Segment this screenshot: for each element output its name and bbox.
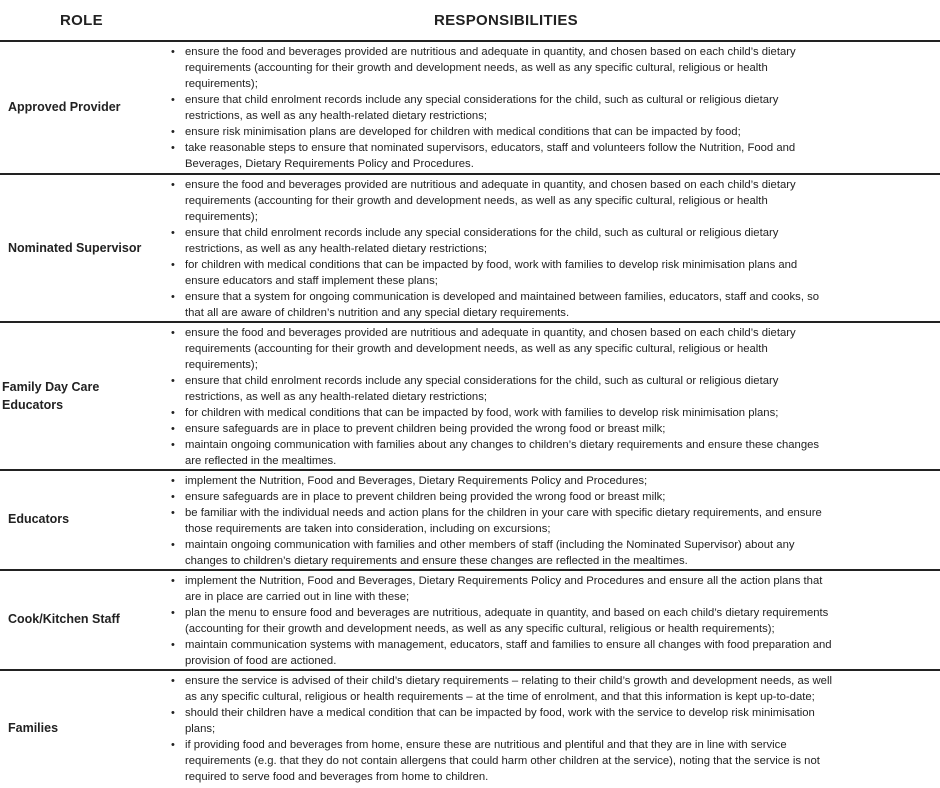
role-label: Cook/Kitchen Staff xyxy=(8,612,120,626)
role-label: Nominated Supervisor xyxy=(8,241,142,255)
list-item: • plan the menu to ensure food and beverages are nutritious, adequate in quantity, and based on each child’s dietary requirements (accounting for their growth and development needs, as well as any specific cultural, religious or health requirements); xyxy=(168,605,938,637)
list-item: • maintain ongoing communication with families and other members of staff (including the Nominated Supervisor) about any changes to children’s dietary requirements and ensure these changes are reflected in the mealtimes. xyxy=(168,537,938,569)
table-header xyxy=(0,0,940,42)
list-item: • maintain ongoing communication with families about any changes to children’s dietary requirements and ensure these changes are reflected in the mealtimes. xyxy=(168,437,938,469)
list-item: • ensure that child enrolment records include any special considerations for the child, such as cultural or religious dietary restrictions, as well as any health-related dietary restrictions; xyxy=(168,225,938,257)
responsibility-list xyxy=(168,573,938,669)
responsibility-list xyxy=(168,44,938,172)
list-item: • should their children have a medical condition that can be impacted by food, work with the service to develop risk minimisation plans; xyxy=(168,705,938,737)
list-item: • take reasonable steps to ensure that nominated supervisors, educators, staff and volunteers follow the Nutrition, Food and Beverages, Dietary Requirements Policy and Procedures. xyxy=(168,140,938,172)
responsibilities-column-header: RESPONSIBILITIES xyxy=(434,12,578,29)
role-label: Educators xyxy=(8,512,70,526)
role-column-header: ROLE xyxy=(60,12,103,29)
list-item: • implement the Nutrition, Food and Beverages, Dietary Requirements Policy and Procedures; xyxy=(168,473,938,489)
list-item: • ensure that child enrolment records include any special considerations for the child, such as cultural or religious dietary restrictions, as well as any health-related dietary restrictions; xyxy=(168,373,938,405)
list-item: • ensure that a system for ongoing communication is developed and maintained between families, educators, staff and cooks, so that all are aware of children’s nutrition and any special dietary requirements. xyxy=(168,289,938,321)
table-row-family-day-care-educators xyxy=(0,323,940,471)
list-item: • ensure safeguards are in place to prevent children being provided the wrong food or breast milk; xyxy=(168,489,938,505)
list-item: • maintain communication systems with management, educators, staff and families to ensure all changes with food preparation and provision of food are actioned. xyxy=(168,637,938,669)
list-item: • for children with medical conditions that can be impacted by food, work with families to develop risk minimisation plans and ensure educators and staff implement these plans; xyxy=(168,257,938,289)
list-item: • ensure the food and beverages provided are nutritious and adequate in quantity, and chosen based on each child’s dietary requirements (accounting for their growth and development needs, as well as any specific cultural, religious or health requirements); xyxy=(168,44,938,92)
list-item: • ensure the food and beverages provided are nutritious and adequate in quantity, and chosen based on each child’s dietary requirements (accounting for their growth and development needs, as well as any specific cultural, religious or health requirements); xyxy=(168,325,938,373)
role-label: Family Day Care Educators xyxy=(2,380,100,412)
list-item: • ensure the food and beverages provided are nutritious and adequate in quantity, and chosen based on each child’s dietary requirements (accounting for their growth and development needs, as well as any specific cultural, religious or health requirements); xyxy=(168,177,938,225)
list-item: • ensure that child enrolment records include any special considerations for the child, such as cultural or religious dietary restrictions, as well as any health-related dietary restrictions; xyxy=(168,92,938,124)
responsibility-list xyxy=(168,473,938,569)
table-row-families xyxy=(0,671,940,788)
role-label: Families xyxy=(8,721,59,735)
list-item: • ensure safeguards are in place to prevent children being provided the wrong food or breast milk; xyxy=(168,421,938,437)
table-row-approved-provider xyxy=(0,42,940,175)
list-item: • implement the Nutrition, Food and Beverages, Dietary Requirements Policy and Procedures and ensure all the action plans that are in place are carried out in line with these; xyxy=(168,573,938,605)
list-item: • if providing food and beverages from home, ensure these are nutritious and plentiful and that they are in line with service requirements (e.g. that they do not contain allergens that could harm other children at the service), noting that the service is not required to serve food and beverages from home to children. xyxy=(168,737,938,785)
table-row-cook-kitchen-staff xyxy=(0,571,940,671)
responsibility-list xyxy=(168,325,938,469)
list-item: • ensure the service is advised of their child’s dietary requirements – relating to their child’s growth and development needs, as well as any specific cultural, religious or health requirements – at the time of enrolment, and that this information is kept up-to-date; xyxy=(168,673,938,705)
list-item: • be familiar with the individual needs and action plans for the children in your care with specific dietary requirements, and ensure those requirements are taken into consideration, including on excursions; xyxy=(168,505,938,537)
responsibility-list xyxy=(168,177,938,321)
list-item: • ensure risk minimisation plans are developed for children with medical conditions that can be impacted by food; xyxy=(168,124,938,140)
table-row-nominated-supervisor xyxy=(0,175,940,323)
table-row-educators xyxy=(0,471,940,571)
role-label: Approved Provider xyxy=(8,100,121,114)
list-item: • for children with medical conditions that can be impacted by food, work with families to develop risk minimisation plans; xyxy=(168,405,938,421)
responsibility-list xyxy=(168,673,938,785)
